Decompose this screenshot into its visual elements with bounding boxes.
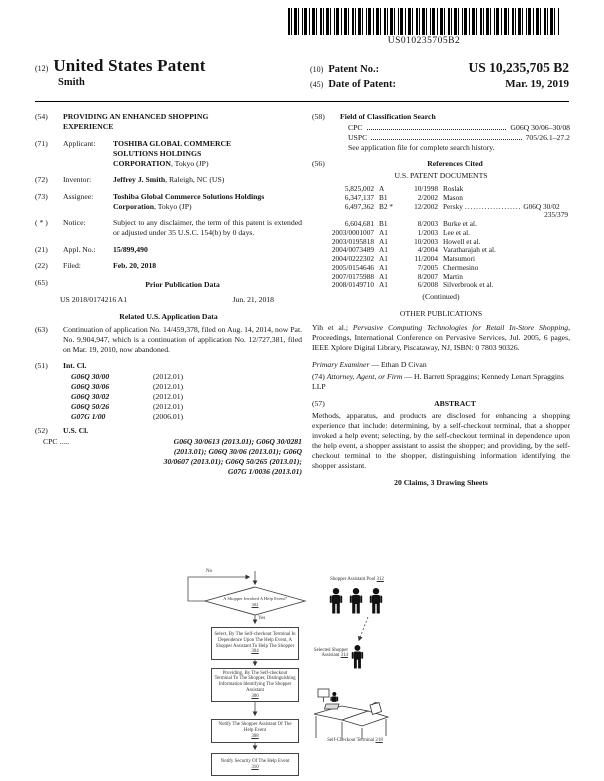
section-code: (51) (35, 361, 48, 370)
abstract-section (312, 399, 570, 409)
flowchart-step-notify-assistant (211, 719, 299, 743)
other-publication-entry (312, 323, 570, 353)
continuation-text: Continuation of application No. 14/459,378, filed on Aug. 14, 2014, now Pat. No. 9,904,947, which is a continuation of application No. 12/727,381, filed on Mar. 19, 2010, now abandoned. (63, 324, 302, 354)
section-code: (57) (312, 399, 325, 408)
person-icon (330, 588, 342, 614)
bibliographic-left-column (35, 112, 302, 477)
selected-assistant-caption (288, 648, 348, 658)
us-cl-section (35, 426, 302, 436)
reference-numeral: 304 (251, 649, 259, 655)
step-text: Select, By The Self-checkout Terminal In Dependence Upon The Help Event, A Shopper Assistant To Help The Shopper (214, 631, 296, 649)
applicant-label: Applicant: (63, 138, 96, 148)
barcode-icon (288, 8, 560, 35)
section-code: (65) (35, 277, 48, 287)
inventor-section (35, 175, 302, 185)
section-code: (63) (35, 324, 48, 334)
ref-kind: A (379, 184, 385, 193)
examiner-label: Primary Examiner (312, 360, 370, 369)
publication-number: US 2018/0174216 A1 (60, 294, 128, 304)
header-divider (35, 101, 569, 102)
filed-label: Filed: (63, 261, 81, 270)
cpc-line: G06Q 30/0613 (2013.01); G06Q 30/0281 (173, 437, 302, 446)
date-of-patent-label: Date of Patent: (328, 79, 396, 90)
caption-text: Assistant (321, 653, 341, 658)
ref-name: Chermesino (443, 263, 479, 272)
class-code: G07G 1/00 (71, 412, 106, 421)
section-code: (73) (35, 191, 48, 201)
patent-number: US 10,235,705 B2 (468, 60, 569, 75)
reference-numeral: 308 (251, 733, 259, 739)
section-code: (21) (35, 244, 48, 254)
cpc-label: CPC (348, 123, 363, 132)
uspc-label: USPC (348, 133, 368, 142)
ref-class: G06Q 30/02 (523, 202, 560, 211)
reference-row (312, 281, 570, 290)
front-page-drawing (0, 568, 604, 781)
filed-date: Feb. 20, 2018 (113, 261, 157, 270)
references-cited-section (312, 159, 570, 169)
ref-number: 6,604,681 (344, 219, 374, 228)
reference-numeral: 302 (251, 601, 259, 607)
ref-number: 2004/0073489 (331, 245, 374, 255)
ref-number: 6,497,362 (344, 201, 374, 211)
class-version: (2006.01) (153, 412, 184, 421)
other-publications-heading: OTHER PUBLICATIONS (399, 309, 483, 318)
prior-publication-section (35, 278, 302, 293)
assignee-value (113, 192, 271, 212)
cpc-classification-block (35, 437, 302, 477)
barcode-number: US010235705B2 (387, 36, 461, 46)
assignee-label: Assignee: (63, 191, 94, 201)
invention-title: PROVIDING AN ENHANCED SHOPPING EXPERIENCE (63, 112, 209, 131)
int-cl-row (63, 402, 302, 412)
class-code: G06Q 30/02 (71, 392, 110, 401)
ref-kind: A1 (379, 271, 388, 281)
section-code: (71) (35, 138, 48, 148)
assignee-name: Toshiba Global Commerce Solutions Holdings Corporation (113, 191, 265, 211)
uspc-search-line (340, 133, 570, 143)
int-cl-table (35, 372, 302, 422)
class-code: G06Q 50/26 (71, 402, 110, 411)
notice-section (35, 218, 302, 238)
date-of-patent: Mar. 19, 2019 (505, 78, 569, 90)
title-section (35, 112, 302, 132)
caption-text: Self-Checkout Terminal (327, 738, 376, 743)
class-code: G06Q 30/06 (71, 382, 110, 391)
ref-name: Lee et al. (443, 228, 470, 237)
ref-name: Silverbrook et al. (443, 281, 494, 290)
dotted-leader: .................... (464, 202, 522, 211)
notice-text: Subject to any disclaimer, the term of this patent is extended or adjusted under 35 U.S.C. 154(b) by 0 days. (113, 218, 302, 237)
filed-section (35, 261, 302, 271)
abstract-text: Methods, apparatus, and products are disclosed for enhancing a shopping experience that include: determining, by a self-checkout terminal, that a shopper invoked a help event; selecting, by the self-checkout terminal in dependence upon the help event, a shopper assistant to assist the shopper; and providing, by the self-checkout terminal to the shopper, distinguishing information identifying the shopper assistant. (312, 411, 570, 470)
int-cl-section (35, 361, 302, 371)
inventor-surname: Smith (58, 77, 85, 88)
ref-name: Roslak (443, 185, 464, 193)
ref-kind: B1 (379, 219, 388, 228)
ref-number: 2003/0001007 (331, 227, 374, 237)
dotted-leader (371, 139, 521, 140)
ref-date: 7/2005 (417, 262, 438, 272)
references-cited-heading: References Cited (427, 159, 483, 168)
notice-label: Notice: (63, 218, 86, 227)
reference-row (312, 203, 570, 212)
inventor-label: Inventor: (63, 175, 92, 184)
reference-numeral: 218 (375, 738, 383, 743)
applicant-value (113, 139, 249, 169)
appl-no-label: Appl. No.: (63, 244, 96, 254)
ref-date: 6/2008 (417, 280, 438, 290)
ref-kind: A1 (379, 245, 388, 255)
field-of-search-section (312, 112, 570, 122)
yes-branch-label: Yes (258, 616, 266, 621)
publication-date: Jun. 21, 2018 (232, 294, 274, 304)
ref-number: 2004/0222302 (331, 254, 374, 263)
pool-caption (295, 577, 419, 582)
inventor-location: , Raleigh, NC (US) (165, 175, 225, 184)
caption-line: Selected Shopper (313, 648, 348, 653)
step-text: Notify Security Of The Help Event (220, 758, 290, 764)
flowchart-step-select (211, 627, 299, 660)
ref-name: Martin (443, 272, 463, 281)
caption-line (288, 653, 348, 658)
section-code: ( * ) (35, 218, 48, 227)
ref-date: 11/2004 (414, 254, 438, 263)
flowchart-step-providing (211, 668, 299, 702)
patent-no-code: (10) (310, 65, 324, 74)
ref-kind: A1 (379, 236, 388, 246)
pool-caption-text: Shopper Assistant Pool (330, 577, 377, 582)
prior-publication-line (35, 295, 302, 305)
claims-sheets-line: 20 Claims, 3 Drawing Sheets (394, 478, 488, 487)
step-text: Providing, By The Self-checkout Terminal To The Shopper, Distinguishing Information Identifying The Shopper Assistant (214, 670, 296, 693)
shopper-at-terminal-icon (330, 692, 338, 702)
int-cl-row (63, 372, 302, 382)
reference-numeral: 314 (340, 653, 348, 658)
ref-number: 2007/0175988 (331, 271, 374, 281)
attorney-names: — H. Barrett Spraggins; Kennedy Lenart Spraggins LLP (312, 372, 564, 391)
kind-code: (12) (35, 64, 49, 73)
terminal-caption (300, 738, 410, 743)
ref-date: 2/2002 (417, 192, 438, 202)
uspc-range: 705/26.1–27.2 (525, 133, 570, 142)
ref-kind: A1 (379, 254, 388, 263)
cpc-line: G07G 1/0036 (2013.01) (227, 467, 302, 476)
ref-number: 5,825,002 (344, 184, 374, 193)
appl-no-value: 15/899,490 (113, 244, 148, 254)
ref-date: 10/2003 (414, 236, 438, 246)
applicant-name: TOSHIBA GLOBAL COMMERCE SOLUTIONS HOLDINGS CORPORATION (113, 138, 232, 168)
applicant-location: , Tokyo (JP) (170, 158, 209, 168)
cpc-line: (2013.01); G06Q 30/06 (2013.01); G06Q (173, 447, 302, 456)
ref-date: 10/1998 (414, 184, 438, 193)
applicant-section (35, 139, 302, 169)
shopper-assistant-pool-icons (330, 588, 382, 614)
us-cl-heading: U.S. Cl. (63, 426, 89, 435)
publication-authors: Yih et al.; (312, 323, 353, 332)
ref-name: Burke et al. (443, 220, 477, 228)
class-version: (2012.01) (153, 372, 184, 381)
date-code: (45) (310, 80, 324, 89)
continuation-section (35, 325, 302, 355)
field-of-search-body (312, 123, 570, 153)
header-left (35, 56, 206, 88)
document-type: United States Patent (53, 56, 206, 75)
person-icon (370, 588, 382, 614)
flowchart-step-notify-security (211, 753, 299, 776)
attorney-label: Attorney, Agent, or Firm (326, 372, 403, 381)
no-branch-label: No (206, 569, 213, 574)
ref-kind: A1 (379, 280, 388, 290)
ref-date: 12/2002 (414, 201, 438, 211)
ref-name: Mason (443, 193, 463, 202)
barcode-block (288, 8, 560, 46)
header-right (310, 60, 569, 92)
int-cl-row (63, 392, 302, 402)
class-version: (2012.01) (153, 402, 184, 411)
inventor-name: Jeffrey J. Smith (113, 175, 166, 184)
assignee-location: , Tokyo (JP) (154, 201, 192, 211)
section-code: (22) (35, 261, 48, 270)
reference-numeral: 306 (251, 693, 259, 699)
selected-assistant-icon (352, 645, 363, 668)
attorney-line (312, 372, 570, 392)
ref-number: 2008/0149710 (331, 280, 374, 290)
publication-details: , Proceedings, International Conference on Pervasive Services, Jul. 2005, 6 pages, IEEE Xplore Digital Library, Piscataway, NJ, ISBN: 0 7803 90326. (312, 323, 570, 352)
cpc-range: G06Q 30/06–30/08 (510, 123, 570, 132)
ref-kind: A1 (379, 262, 388, 272)
person-icon (350, 588, 362, 614)
section-code: (72) (35, 175, 48, 184)
application-number-section (35, 245, 302, 255)
inventor-value (113, 175, 302, 185)
ref-kind: B1 (379, 192, 388, 202)
int-cl-row (63, 382, 302, 392)
references-table (312, 185, 570, 290)
reference-numeral: 312 (376, 577, 384, 582)
cpc-line: 30/0607 (2013.01); G06Q 50/265 (2013.01); (163, 457, 302, 466)
ref-date: 8/2003 (417, 219, 438, 228)
section-code: (56) (312, 159, 325, 168)
cpc-search-line (340, 123, 570, 133)
class-code: G06Q 30/00 (71, 372, 110, 381)
ref-date: 1/2003 (417, 227, 438, 237)
ref-date: 4/2004 (417, 245, 438, 255)
section-code: (74) (312, 372, 325, 381)
ref-name: Matsumori (443, 255, 476, 263)
ref-name: Varatharajah et al. (443, 246, 496, 255)
ref-number: 2003/0195818 (331, 236, 374, 246)
step-text: Notify The Shopper Assistant Of The Help Event (218, 722, 292, 734)
patent-no-label: Patent No.: (328, 64, 380, 75)
publication-title: Pervasive Computing Technologies for Retail In-Store Shopping (352, 323, 569, 332)
abstract-heading: ABSTRACT (434, 399, 476, 408)
ref-number: 6,347,137 (344, 192, 374, 202)
ref-kind: A1 (379, 227, 388, 237)
us-patent-documents-heading: U.S. PATENT DOCUMENTS (394, 171, 488, 180)
class-version: (2012.01) (153, 392, 184, 401)
reference-numeral: 310 (251, 764, 259, 770)
ref-number: 2005/0154646 (331, 262, 374, 272)
int-cl-heading: Int. Cl. (63, 361, 87, 370)
primary-examiner-line (312, 360, 570, 370)
ref-kind: B2 * (379, 201, 393, 211)
examiner-name: — Ethan D Civan (369, 360, 427, 369)
related-data-heading: Related U.S. Application Data (119, 311, 218, 321)
ref-name: Persky (443, 202, 463, 211)
decision-question: A Shopper Invoked A Help Event? (223, 596, 287, 602)
search-history-note: See application file for complete search history. (348, 143, 495, 152)
field-of-search-heading: Field of Classification Search (340, 112, 436, 121)
section-code: (58) (312, 112, 325, 121)
section-code: (54) (35, 112, 48, 121)
ref-name: Howell et al. (443, 237, 481, 246)
ref-subclass: 235/379 (544, 210, 568, 220)
self-checkout-terminal-illustration (314, 689, 388, 739)
prior-publication-heading: Prior Publication Data (145, 279, 220, 289)
ref-date: 8/2007 (417, 271, 438, 281)
dotted-leader (367, 129, 507, 130)
decision-diamond-text (207, 590, 303, 613)
int-cl-row (63, 412, 302, 422)
section-code: (52) (35, 426, 48, 435)
references-continued-note: (Continued) (422, 292, 460, 301)
class-version: (2012.01) (153, 382, 184, 391)
assignee-section (35, 192, 302, 212)
bibliographic-right-column (312, 112, 570, 488)
cpc-prefix: CPC ..... (43, 437, 70, 446)
